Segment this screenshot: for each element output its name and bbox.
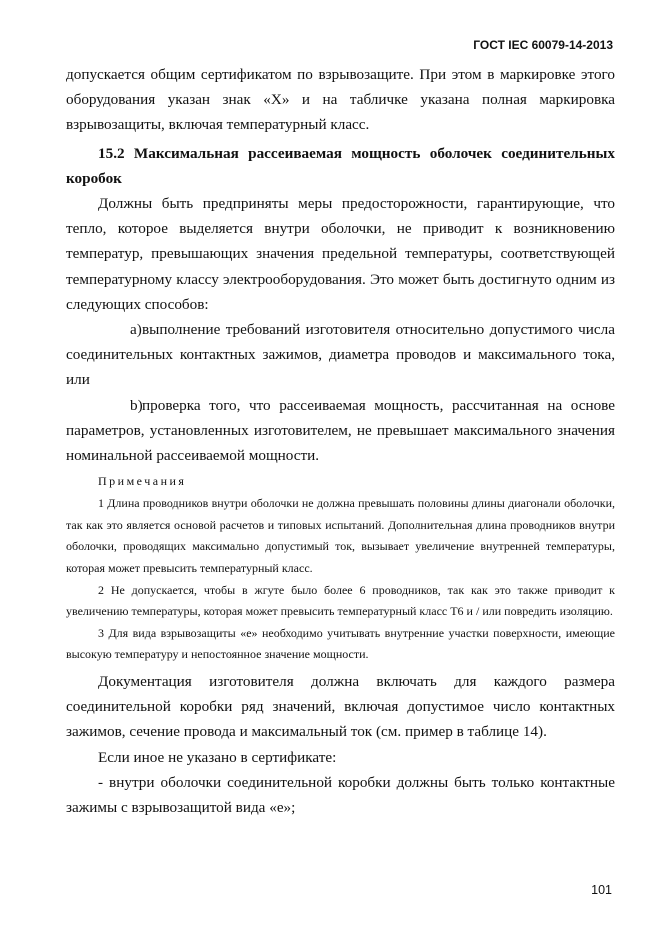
document-code: ГОСТ IEC 60079-14-2013	[473, 38, 613, 52]
list-item-text: проверка того, что рассеиваемая мощность, рассчитанная на основе параметров, установленных изготовителем, не превышает максимального значения номинальной рассеиваемой мощности.	[66, 396, 615, 465]
list-item-label: а)	[130, 321, 142, 339]
list-item-label: b)	[130, 396, 143, 414]
note-item: 1 Длина проводников внутри оболочки не должна превышать половины длины диагонали оболочки, так как это является основой расчетов и типовых испытаний. Дополнительная длина проводников внутри оболочки, проводящих максимально допустимый ток, вызывает увеличение внутренней температуры, которая может превысить температурный класс.	[66, 496, 615, 576]
section-heading: 15.2 Максимальная рассеиваемая мощность оболочек соединительных коробок	[66, 144, 615, 187]
paragraph-terminals: - внутри оболочки соединительной коробки должны быть только контактные зажимы с взрывозащитой вида «е»;	[66, 773, 615, 817]
notes-title: Примечания	[98, 474, 187, 489]
list-item	[66, 393, 615, 469]
list-item-text: выполнение требований изготовителя относительно допустимого числа соединительных контактных зажимов, диаметра проводов и максимального тока, или	[66, 321, 615, 389]
page-body	[66, 62, 615, 820]
paragraph-continuation: допускается общим сертификатом по взрывозащите. При этом в маркировке этого оборудования указан знак «Х» и на табличке указана полная маркировка взрывозащиты, включая температурный класс.	[66, 66, 615, 134]
note-item: 3 Для вида взрывозащиты «е» необходимо учитывать внутренние участки поверхности, имеющие высокую температуру и непостоянное значение мощности.	[66, 625, 615, 662]
page-number: 101	[591, 883, 612, 897]
note-item: 2 Не допускается, чтобы в жгуте было более 6 проводников, так как это также приводит к увеличению температуры, которая может превысить температурный класс Т6 и / или повредить изоляцию.	[66, 582, 615, 619]
paragraph-documentation: Документация изготовителя должна включать для каждого размера соединительной коробки ряд значений, включая допустимое число контактных зажимов, сечение провода и максимальный ток (см. пример в таблице 14).	[66, 673, 615, 741]
paragraph-precautions: Должны быть предприняты меры предосторожности, гарантирующие, что тепло, которое выделяется внутри оболочки, не приводит к возникновению температур, превышающих значения предельной температуры, соответствующей температурному классу электрооборудования. Это может быть достигнуто одним из следующих способов:	[66, 195, 615, 313]
list-item	[66, 317, 615, 393]
paragraph-certificate-condition: Если иное не указано в сертификате:	[98, 748, 337, 766]
